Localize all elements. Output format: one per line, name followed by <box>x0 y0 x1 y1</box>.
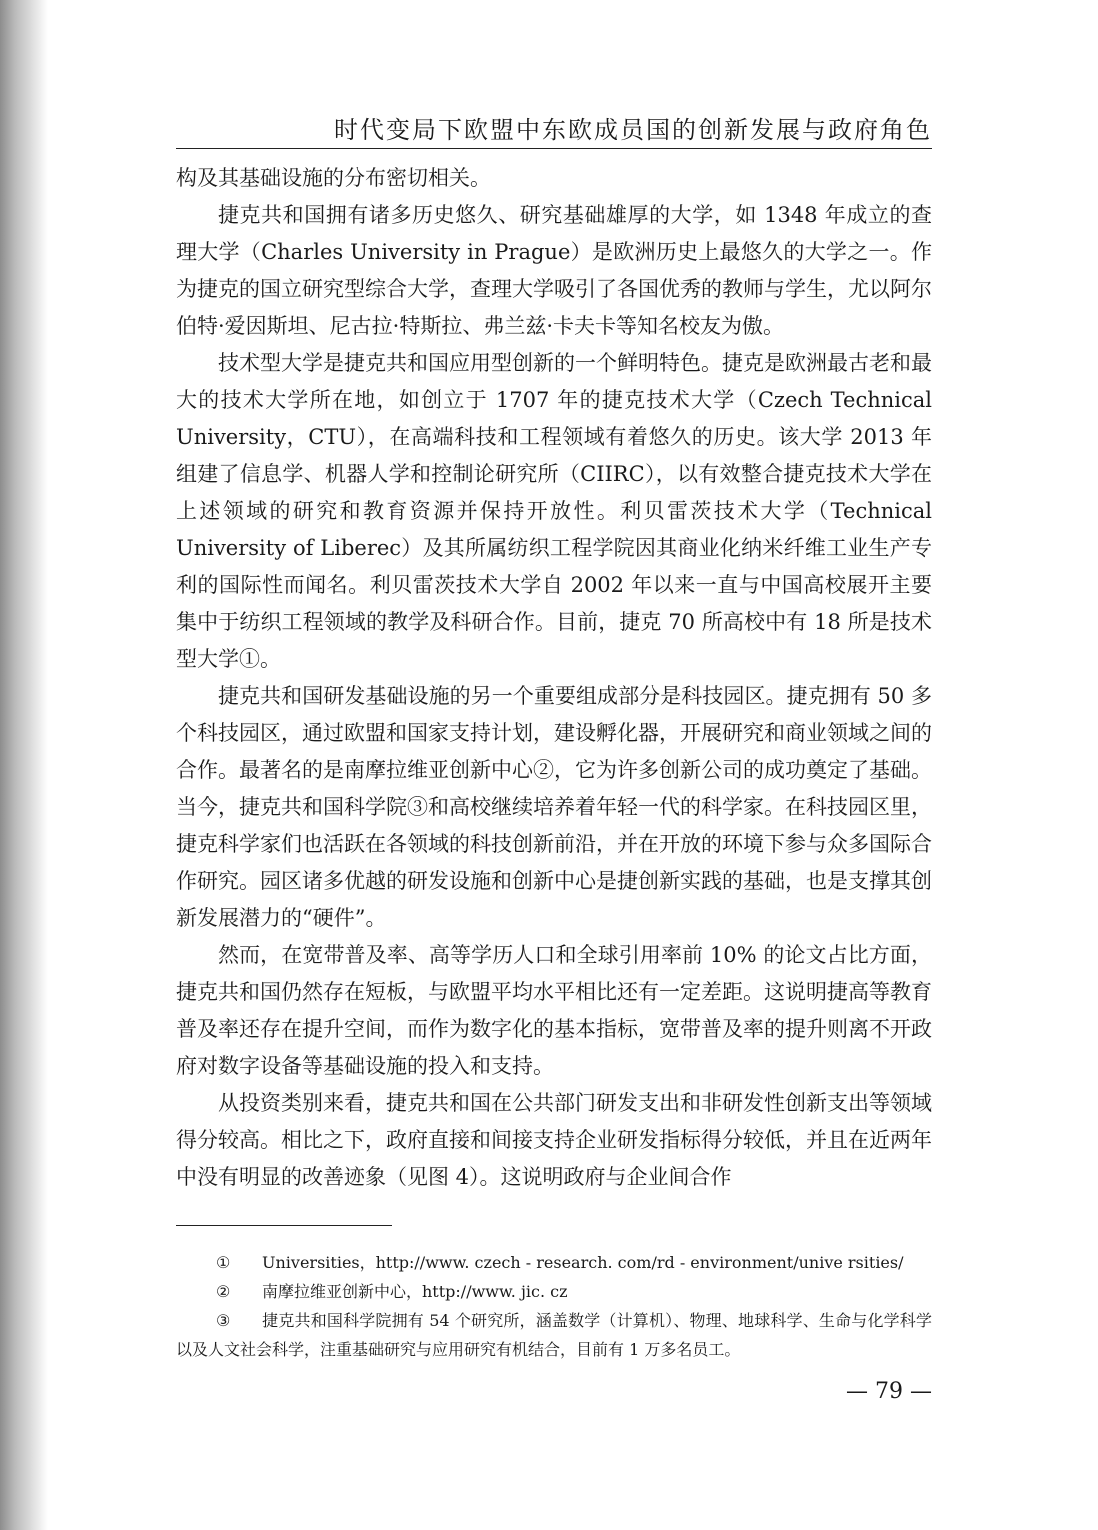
footnote-number: ③ <box>216 1311 231 1330</box>
paragraph: 捷克共和国拥有诸多历史悠久、研究基础雄厚的大学，如 1348 年成立的查理大学（Charles University in Prague）是欧洲历史上最悠久的大学之一。作为捷克的国立研究型综合大学，查理大学吸引了各国优秀的教师与学生，尤以阿尔伯特·爱因斯坦、尼古拉·特斯拉、弗兰兹·卡夫卡等知名校友为傲。 <box>176 203 932 338</box>
footnote-text: 捷克共和国科学院拥有 54 个研究所，涵盖数学（计算机）、物理、地球科学、生命与化学科学以及人文社会科学，注重基础研究与应用研究有机结合，目前有 1 万多名员工。 <box>176 1311 932 1359</box>
footnote <box>176 1306 932 1364</box>
paragraph: 构及其基础设施的分布密切相关。 <box>176 166 491 190</box>
footnote-rule <box>176 1225 392 1226</box>
paragraph: 技术型大学是捷克共和国应用型创新的一个鲜明特色。捷克是欧洲最古老和最大的技术大学所在地，如创立于 1707 年的捷克技术大学（Czech Technical University，CTU），在高端科技和工程领域有着悠久的历史。该大学 2013 年组建了信息学、机器人学和控制论研究所（CIIRC），以有效整合捷克技术大学在上述领域的研究和教育资源并保持开放性。利贝雷茨技术大学（Technical University of Liberec）及其所属纺织工程学院因其商业化纳米纤维工业生产专利的国际性而闻名。利贝雷茨技术大学自 2002 年以来一直与中国高校展开主要集中于纺织工程领域的教学及科研合作。目前，捷克 70 所高校中有 18 所是技术型大学①。 <box>176 351 932 671</box>
running-header: 时代变局下欧盟中东欧成员国的创新发展与政府角色 <box>334 116 932 144</box>
paragraph: 从投资类别来看，捷克共和国在公共部门研发支出和非研发性创新支出等领域得分较高。相比之下，政府直接和间接支持企业研发指标得分较低，并且在近两年中没有明显的改善迹象（见图 4）。这说明政府与企业间合作 <box>176 1091 932 1189</box>
paragraph: 然而，在宽带普及率、高等学历人口和全球引用率前 10% 的论文占比方面，捷克共和国仍然存在短板，与欧盟平均水平相比还有一定差距。这说明捷高等教育普及率还存在提升空间，而作为数字化的基本指标，宽带普及率的提升则离不开政府对数字设备等基础设施的投入和支持。 <box>176 943 932 1078</box>
footnote-number: ② <box>216 1282 231 1301</box>
footnote-number: ① <box>216 1253 231 1272</box>
body-text <box>176 160 932 1196</box>
footnote-text: Universities，http://www. czech - research. com/rd - environment/unive rsities/ <box>262 1253 904 1272</box>
footnote-text: 南摩拉维亚创新中心，http://www. jic. cz <box>262 1282 568 1301</box>
footnote <box>176 1277 932 1306</box>
paragraph: 捷克共和国研发基础设施的另一个重要组成部分是科技园区。捷克拥有 50 多个科技园区，通过欧盟和国家支持计划，建设孵化器，开展研究和商业领域之间的合作。最著名的是南摩拉维亚创新中心②，它为许多创新公司的成功奠定了基础。当今，捷克共和国科学院③和高校继续培养着年轻一代的科学家。在科技园区里，捷克科学家们也活跃在各领域的科技创新前沿，并在开放的环境下参与众多国际合作研究。园区诸多优越的研发设施和创新中心是捷创新实践的基础，也是支撑其创新发展潜力的“硬件”。 <box>176 684 932 930</box>
footnote <box>176 1248 932 1277</box>
book-spine-shadow <box>0 0 48 1530</box>
page-number: — 79 — <box>846 1379 932 1404</box>
header-rule <box>176 148 932 149</box>
footnotes <box>176 1248 932 1364</box>
